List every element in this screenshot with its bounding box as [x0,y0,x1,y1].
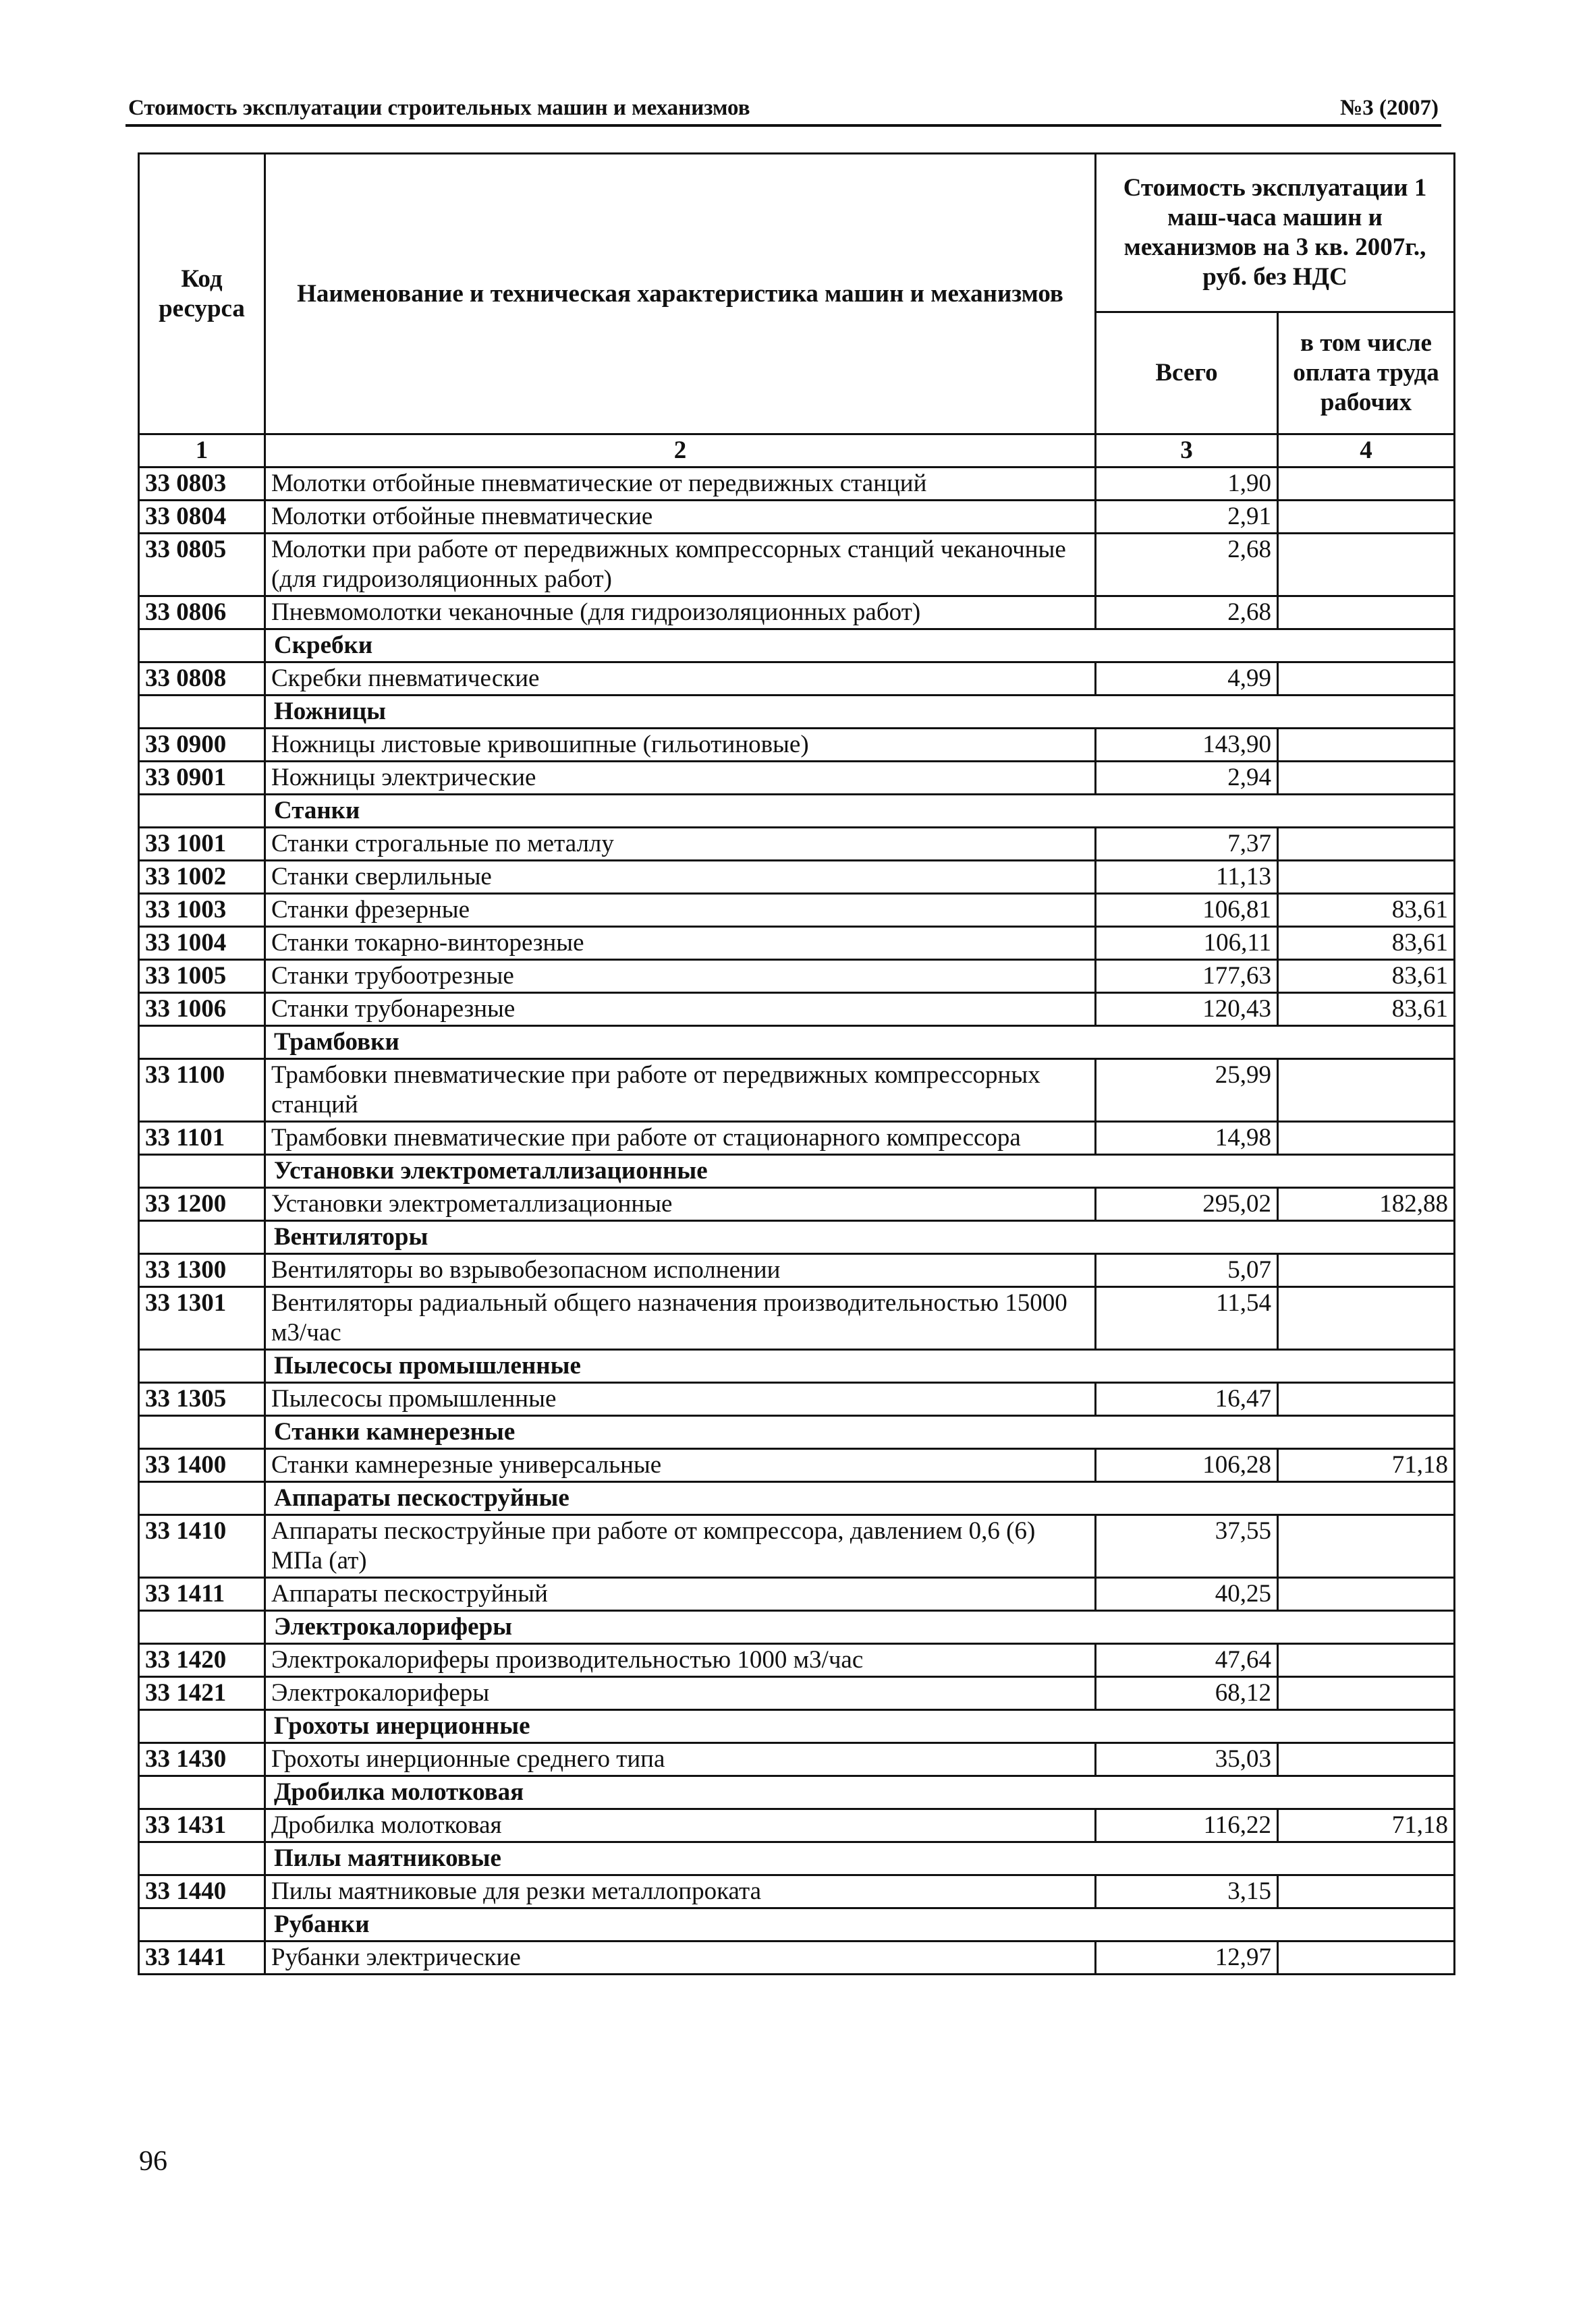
machine-name: Пневмомолотки чеканочные (для гидроизоляционных работ) [265,596,1096,629]
category-title: Трамбовки [265,1026,1455,1059]
issue-number: №3 (2007) [1340,96,1439,120]
cost-total: 177,63 [1096,960,1278,993]
table-row [139,1942,1455,1975]
header-labor: в том числе оплата труда рабочих [1278,312,1455,434]
resource-code: 33 1411 [139,1578,265,1611]
cost-total: 11,54 [1096,1287,1278,1350]
table-row [139,1875,1455,1908]
resource-code: 33 1002 [139,861,265,894]
resource-code: 33 0805 [139,534,265,596]
resource-code: 33 1004 [139,927,265,960]
resource-code: 33 1301 [139,1287,265,1350]
resource-code: 33 1003 [139,894,265,927]
table-row [139,762,1455,795]
cost-total: 295,02 [1096,1188,1278,1221]
category-code-cell [139,1842,265,1875]
cost-labor [1278,1644,1455,1677]
category-code-cell [139,1710,265,1743]
column-number: 1 [139,434,265,467]
category-code-cell [139,1416,265,1449]
machine-name: Ножницы электрические [265,762,1096,795]
category-code-cell [139,1026,265,1059]
column-number: 2 [265,434,1096,467]
machine-name: Вентиляторы радиальный общего назначения производительностью 15000 м3/час [265,1287,1096,1350]
machine-name: Трамбовки пневматические при работе от передвижных компрессорных станций [265,1059,1096,1122]
resource-code: 33 1440 [139,1875,265,1908]
resource-cost-table [138,152,1455,1975]
category-row [139,1350,1455,1383]
table-row [139,1122,1455,1155]
cost-labor [1278,1743,1455,1776]
category-title: Электрокалориферы [265,1611,1455,1644]
category-title: Пылесосы промышленные [265,1350,1455,1383]
category-title: Рубанки [265,1908,1455,1942]
machine-name: Аппараты пескоструйные при работе от компрессора, давлением 0,6 (6) МПа (ат) [265,1515,1096,1578]
cost-total: 3,15 [1096,1875,1278,1908]
cost-total: 11,13 [1096,861,1278,894]
cost-total: 2,91 [1096,501,1278,534]
category-row [139,1710,1455,1743]
category-title: Станки камнерезные [265,1416,1455,1449]
table-row [139,861,1455,894]
table-row [139,927,1455,960]
machine-name: Электрокалориферы производительностью 1000 м3/час [265,1644,1096,1677]
cost-total: 40,25 [1096,1578,1278,1611]
resource-code: 33 1420 [139,1644,265,1677]
table-row [139,960,1455,993]
cost-labor: 83,61 [1278,927,1455,960]
machine-name: Трамбовки пневматические при работе от стационарного компрессора [265,1122,1096,1155]
category-row [139,1482,1455,1515]
table-row [139,1578,1455,1611]
category-code-cell [139,696,265,729]
machine-name: Установки электрометаллизационные [265,1188,1096,1221]
category-title: Станки [265,795,1455,828]
resource-code: 33 1006 [139,993,265,1026]
cost-total: 2,68 [1096,596,1278,629]
category-title: Вентиляторы [265,1221,1455,1254]
resource-code: 33 1430 [139,1743,265,1776]
cost-labor [1278,501,1455,534]
machine-name: Станки строгальные по металлу [265,828,1096,861]
table-row [139,729,1455,762]
table-row [139,1449,1455,1482]
table-row [139,662,1455,696]
cost-labor [1278,596,1455,629]
header-total: Всего [1096,312,1278,434]
cost-labor [1278,1515,1455,1578]
page-header [126,93,1441,127]
resource-code: 33 1305 [139,1383,265,1416]
machine-name: Электрокалориферы [265,1677,1096,1710]
machine-name: Станки токарно-винторезные [265,927,1096,960]
cost-labor [1278,662,1455,696]
table-row [139,894,1455,927]
cost-labor [1278,828,1455,861]
cost-total: 68,12 [1096,1677,1278,1710]
table-row [139,1743,1455,1776]
resource-code: 33 1410 [139,1515,265,1578]
publication-title: Стоимость эксплуатации строительных машин и механизмов [128,96,750,120]
header-code: Код ресурса [139,154,265,434]
table-row [139,1059,1455,1122]
machine-name: Скребки пневматические [265,662,1096,696]
category-code-cell [139,795,265,828]
table-row [139,534,1455,596]
cost-total: 14,98 [1096,1122,1278,1155]
table-row [139,1809,1455,1842]
cost-labor [1278,861,1455,894]
category-row [139,1908,1455,1942]
category-title: Скребки [265,629,1455,662]
resource-code: 33 1431 [139,1809,265,1842]
cost-labor: 83,61 [1278,894,1455,927]
table-row [139,1644,1455,1677]
machine-name: Ножницы листовые кривошипные (гильотиновые) [265,729,1096,762]
category-title: Ножницы [265,696,1455,729]
header-cost: Стоимость эксплуатации 1 маш-часа машин и механизмов на 3 кв. 2007г., руб. без НДС [1096,154,1455,312]
category-title: Аппараты пескоструйные [265,1482,1455,1515]
machine-name: Дробилка молотковая [265,1809,1096,1842]
cost-labor [1278,1383,1455,1416]
cost-total: 37,55 [1096,1515,1278,1578]
resource-code: 33 1441 [139,1942,265,1975]
resource-code: 33 1101 [139,1122,265,1155]
cost-total: 106,81 [1096,894,1278,927]
resource-code: 33 1300 [139,1254,265,1287]
machine-name: Пылесосы промышленные [265,1383,1096,1416]
cost-total: 2,94 [1096,762,1278,795]
machine-name: Грохоты инерционные среднего типа [265,1743,1096,1776]
cost-labor [1278,1677,1455,1710]
page-number: 96 [139,2146,167,2177]
resource-code: 33 1005 [139,960,265,993]
table-row [139,828,1455,861]
category-row [139,696,1455,729]
machine-name: Молотки отбойные пневматические [265,501,1096,534]
cost-total: 1,90 [1096,467,1278,501]
table-row [139,993,1455,1026]
table-row [139,596,1455,629]
cost-total: 47,64 [1096,1644,1278,1677]
machine-name: Молотки при работе от передвижных компрессорных станций чеканочные (для гидроизоляционных работ) [265,534,1096,596]
column-number-row [139,434,1455,467]
category-title: Установки электрометаллизационные [265,1155,1455,1188]
cost-labor: 83,61 [1278,960,1455,993]
resource-code: 33 0808 [139,662,265,696]
resource-code: 33 0806 [139,596,265,629]
machine-name: Пилы маятниковые для резки металлопроката [265,1875,1096,1908]
column-number: 3 [1096,434,1278,467]
cost-total: 2,68 [1096,534,1278,596]
machine-name: Станки камнерезные универсальные [265,1449,1096,1482]
machine-name: Станки фрезерные [265,894,1096,927]
table-body [139,467,1455,1975]
cost-labor [1278,762,1455,795]
category-row [139,1026,1455,1059]
cost-labor [1278,1059,1455,1122]
cost-total: 120,43 [1096,993,1278,1026]
cost-total: 25,99 [1096,1059,1278,1122]
cost-total: 143,90 [1096,729,1278,762]
category-code-cell [139,1221,265,1254]
cost-labor [1278,1122,1455,1155]
cost-labor [1278,1875,1455,1908]
cost-total: 12,97 [1096,1942,1278,1975]
header-name: Наименование и техническая характеристика машин и механизмов [265,154,1096,434]
resource-code: 33 1421 [139,1677,265,1710]
resource-code: 33 0804 [139,501,265,534]
category-code-cell [139,1155,265,1188]
machine-name: Молотки отбойные пневматические от передвижных станций [265,467,1096,501]
resource-code: 33 0900 [139,729,265,762]
cost-labor: 71,18 [1278,1449,1455,1482]
cost-labor [1278,1254,1455,1287]
resource-code: 33 1200 [139,1188,265,1221]
category-row [139,1842,1455,1875]
cost-total: 106,28 [1096,1449,1278,1482]
cost-labor: 71,18 [1278,1809,1455,1842]
category-row [139,629,1455,662]
table-row [139,501,1455,534]
category-row [139,1416,1455,1449]
cost-labor: 83,61 [1278,993,1455,1026]
cost-labor [1278,1942,1455,1975]
cost-labor: 182,88 [1278,1188,1455,1221]
table-row [139,1515,1455,1578]
category-row [139,1776,1455,1809]
column-number: 4 [1278,434,1455,467]
category-row [139,1155,1455,1188]
table-row [139,1677,1455,1710]
cost-labor [1278,1578,1455,1611]
category-code-cell [139,1908,265,1942]
category-code-cell [139,1350,265,1383]
cost-total: 5,07 [1096,1254,1278,1287]
machine-name: Станки трубоотрезные [265,960,1096,993]
cost-total: 16,47 [1096,1383,1278,1416]
cost-total: 106,11 [1096,927,1278,960]
category-row [139,795,1455,828]
cost-total: 4,99 [1096,662,1278,696]
cost-total: 116,22 [1096,1809,1278,1842]
machine-name: Вентиляторы во взрывобезопасном исполнении [265,1254,1096,1287]
machine-name: Станки сверлильные [265,861,1096,894]
machine-name: Станки трубонарезные [265,993,1096,1026]
category-row [139,1221,1455,1254]
resource-code: 33 0803 [139,467,265,501]
category-title: Дробилка молотковая [265,1776,1455,1809]
cost-labor [1278,467,1455,501]
resource-code: 33 1400 [139,1449,265,1482]
category-code-cell [139,629,265,662]
cost-total: 7,37 [1096,828,1278,861]
category-row [139,1611,1455,1644]
machine-name: Аппараты пескоструйный [265,1578,1096,1611]
table-head-row [139,154,1455,312]
category-code-cell [139,1776,265,1809]
machine-name: Рубанки электрические [265,1942,1096,1975]
table-row [139,467,1455,501]
category-title: Пилы маятниковые [265,1842,1455,1875]
table-row [139,1383,1455,1416]
resource-code: 33 0901 [139,762,265,795]
category-code-cell [139,1611,265,1644]
cost-total: 35,03 [1096,1743,1278,1776]
table-row [139,1287,1455,1350]
category-title: Грохоты инерционные [265,1710,1455,1743]
category-code-cell [139,1482,265,1515]
table-row [139,1188,1455,1221]
cost-labor [1278,729,1455,762]
cost-labor [1278,1287,1455,1350]
cost-labor [1278,534,1455,596]
resource-code: 33 1100 [139,1059,265,1122]
table-row [139,1254,1455,1287]
resource-code: 33 1001 [139,828,265,861]
